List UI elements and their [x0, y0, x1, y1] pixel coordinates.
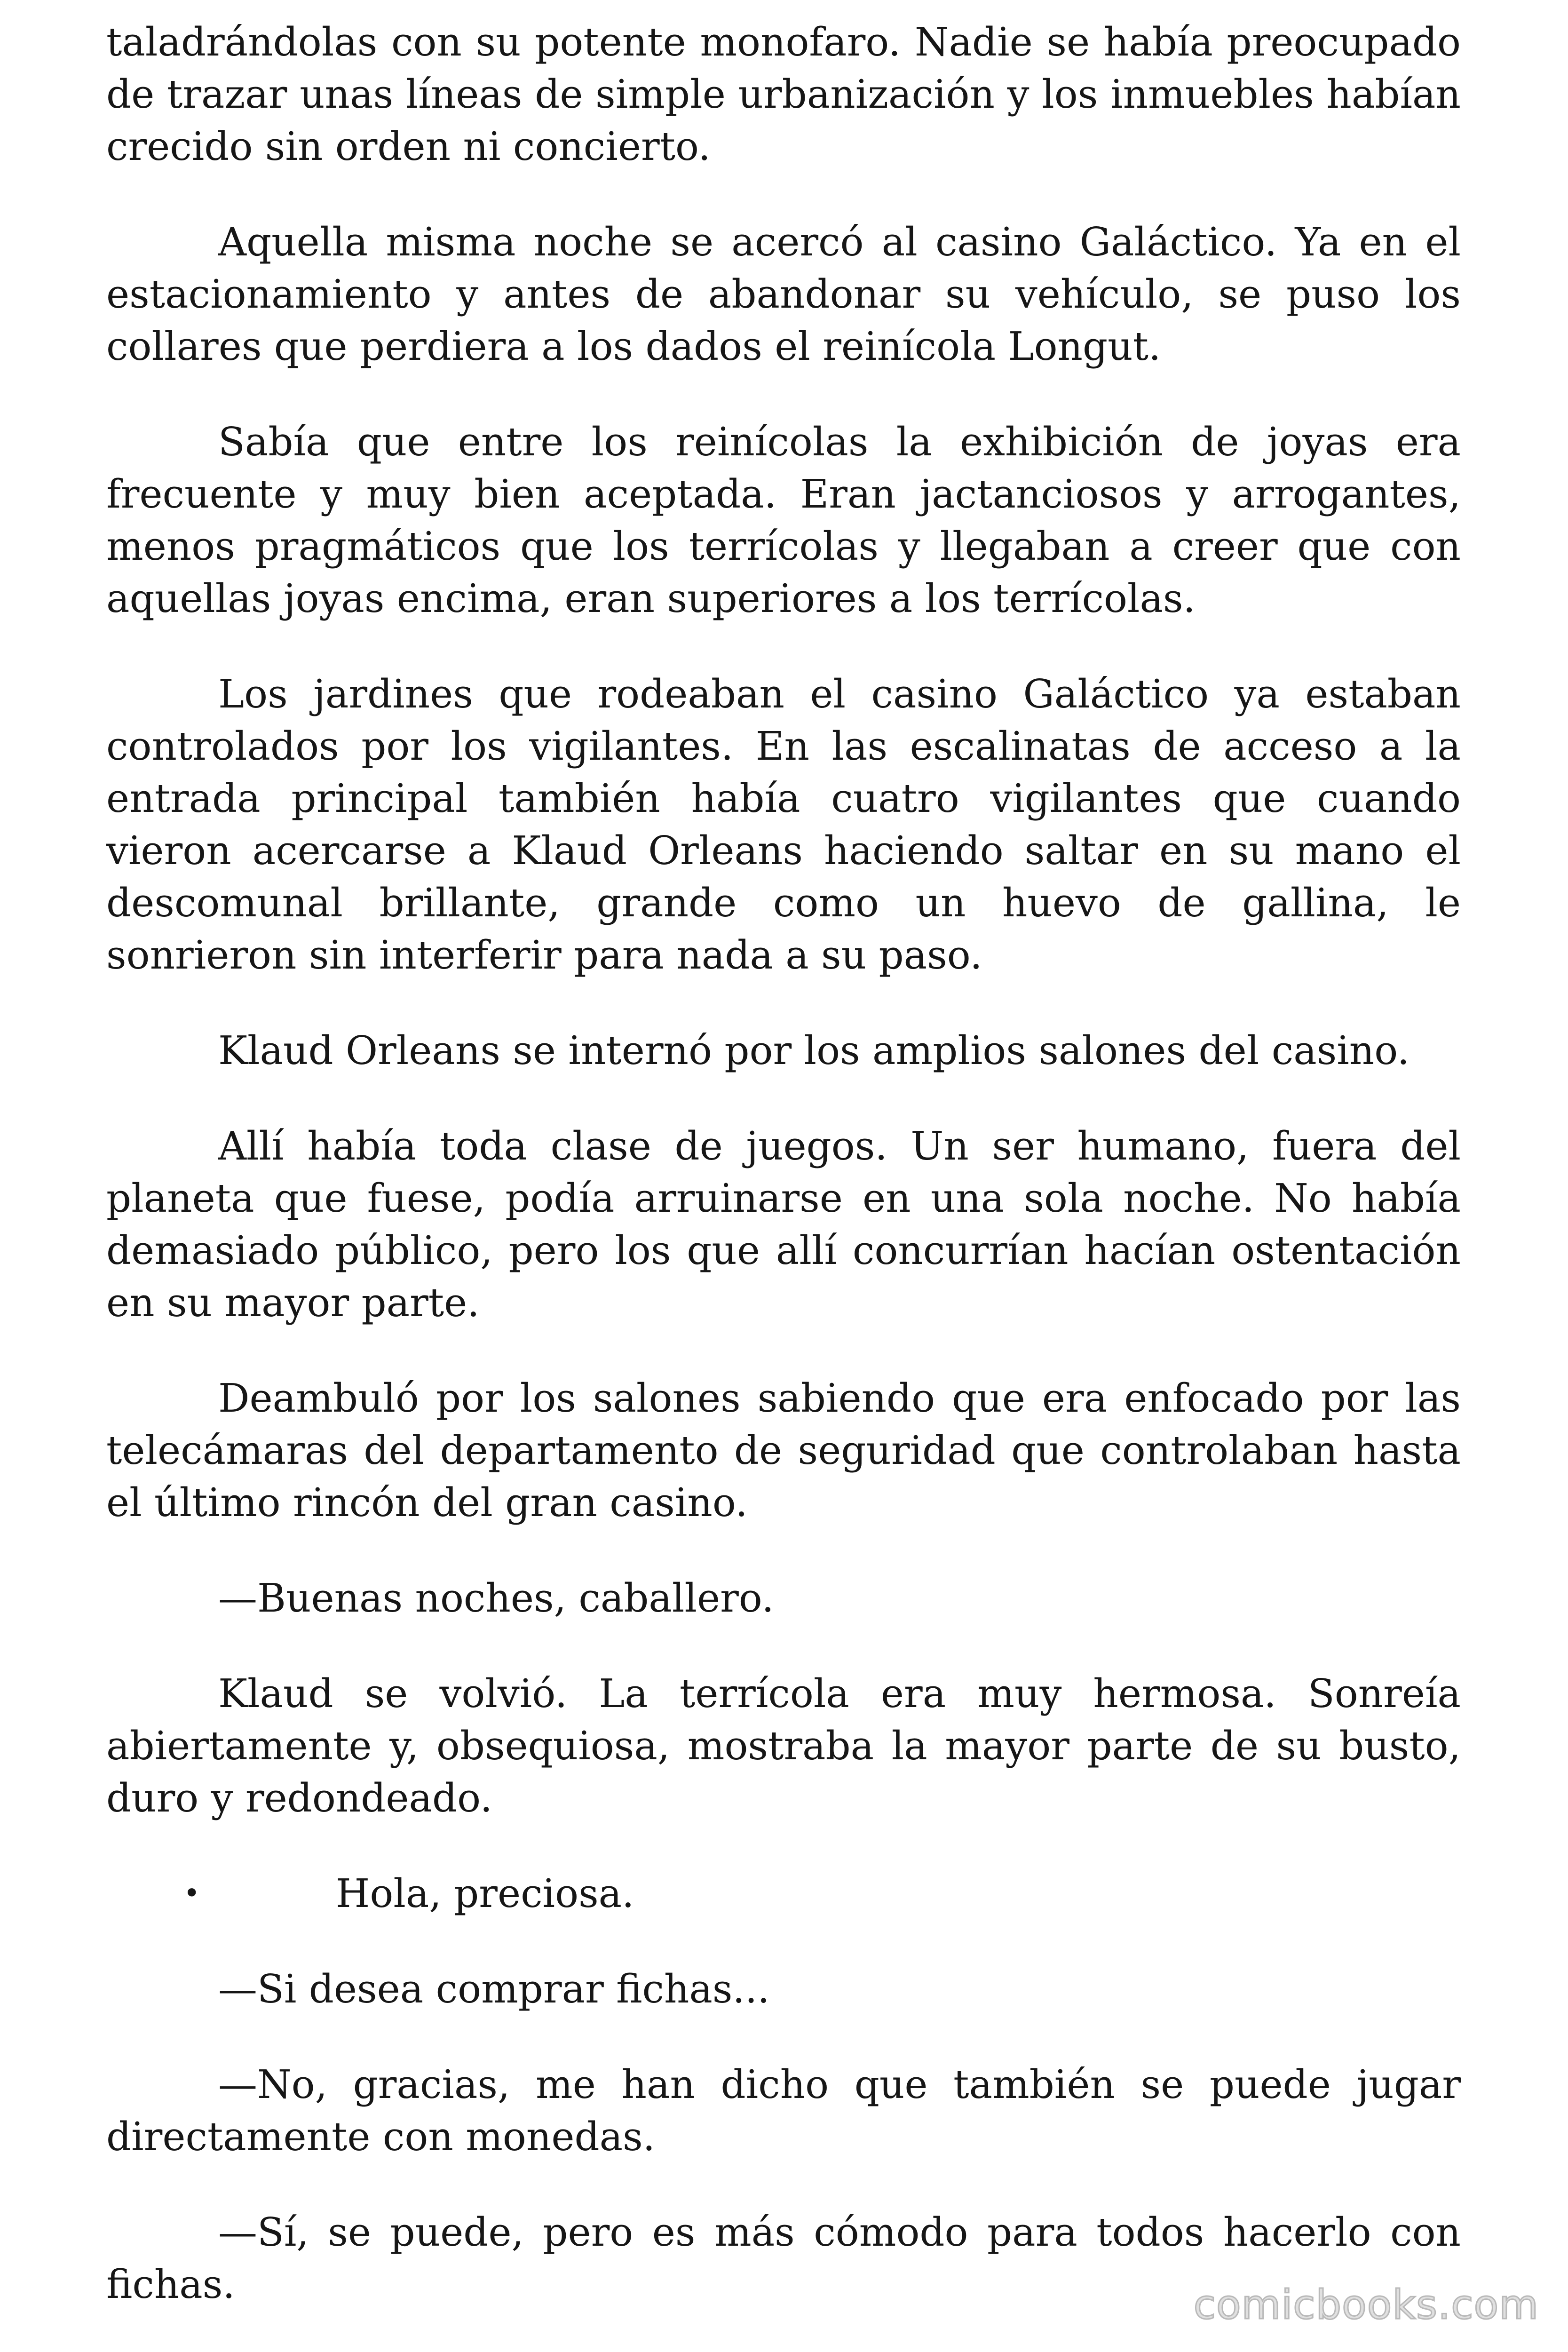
paragraph-3: Sabía que entre los reinícolas la exhibición de joyas era frecuente y muy bien aceptada. Eran jactanciosos y arrogantes, menos pragmáticos que los terrícolas y llegaban a creer que con aquellas joyas encima, eran superiores a los terrícolas. [106, 419, 1461, 621]
dialog-line-1: —Si desea comprar fichas... [218, 1966, 770, 2012]
bullet-list-item [106, 1867, 1461, 1920]
document-page [106, 16, 1461, 2352]
paragraph-9: Klaud se volvió. La terrícola era muy hermosa. Sonreía abiertamente y, obsequiosa, mostraba la mayor parte de su busto, duro y redondeado. [106, 1671, 1461, 1821]
paragraph-6: Allí había toda clase de juegos. Un ser humano, fuera del planeta que fuese, podía arruinarse en una sola noche. No había demasiado público, pero los que allí concurrían hacían ostentación en su mayor parte. [106, 1123, 1461, 1326]
paragraph-7: Deambuló por los salones sabiendo que era enfocado por las telecámaras del departamento de seguridad que controlaban hasta el último rincón del gran casino. [106, 1375, 1461, 1526]
dialog-line-3: —Sí, se puede, pero es más cómodo para todos hacerlo con fichas. [106, 2209, 1461, 2307]
paragraph-5: Klaud Orleans se internó por los amplios salones del casino. [218, 1028, 1410, 1073]
watermark-text: comicbooks.com [1193, 2281, 1539, 2328]
bullet-icon: • [183, 1877, 200, 1910]
paragraph-8: —Buenas noches, caballero. [218, 1575, 774, 1621]
dialog-line-2: —No, gracias, me han dicho que también se puede jugar directamente con monedas. [106, 2062, 1461, 2160]
paragraph-4: Los jardines que rodeaban el casino Galáctico ya estaban controlados por los vigilantes. En las escalinatas de acceso a la entrada principal también había cuatro vigilantes que cuando vieron acercarse a Klaud Orleans haciendo saltar en su mano el descomunal brillante, grande como un huevo de gallina, le sonrieron sin interferir para nada a su paso. [106, 671, 1461, 978]
paragraph-1: taladrándolas con su potente monofaro. Nadie se había preocupado de trazar unas líneas de simple urbanización y los inmuebles habían crecido sin orden ni concierto. [106, 19, 1461, 169]
paragraph-2: Aquella misma noche se acercó al casino Galáctico. Ya en el estacionamiento y antes de abandonar su vehículo, se puso los collares que perdiera a los dados el reinícola Longut. [106, 219, 1461, 369]
bullet-text: Hola, preciosa. [336, 1871, 634, 1916]
